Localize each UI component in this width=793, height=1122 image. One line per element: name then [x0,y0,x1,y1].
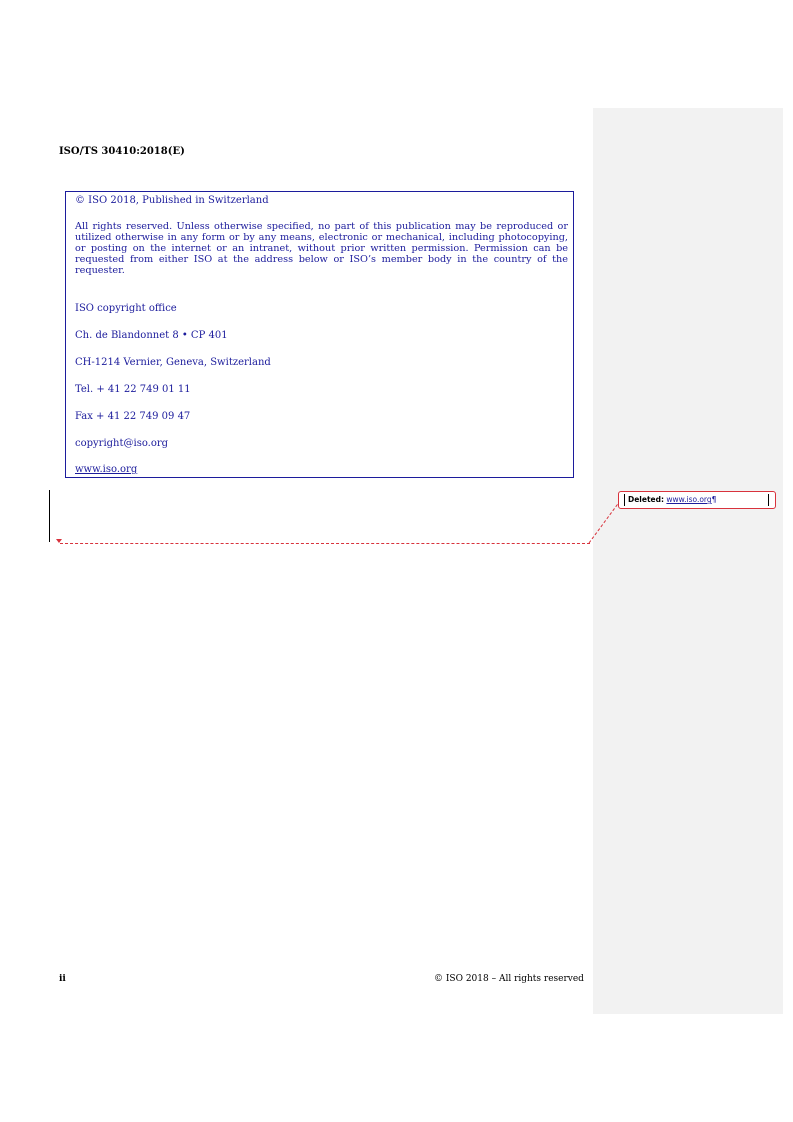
website-link[interactable]: www.iso.org [75,464,138,475]
paragraph-mark: ¶ [711,495,717,504]
deleted-label: Deleted: [628,495,665,504]
copyright-office: ISO copyright office [75,303,177,314]
markup-leader-line [60,543,590,544]
deletion-balloon[interactable] [618,491,776,509]
telephone: Tel. + 41 22 749 01 11 [75,384,191,395]
footer-page-number: ii [59,974,66,984]
copyright-box [65,191,574,478]
deletion-balloon-content [624,494,769,506]
change-bar [49,490,50,542]
fax: Fax + 41 22 749 09 47 [75,411,191,422]
footer-copyright: © ISO 2018 – All rights reserved [434,974,584,984]
markup-pane [593,108,783,1014]
email-link[interactable]: copyright@iso.org [75,438,169,449]
document-id-header: ISO/TS 30410:2018(E) [59,146,185,157]
address-line-1: Ch. de Blandonnet 8 • CP 401 [75,330,228,341]
rights-paragraph: All rights reserved. Unless otherwise specified, no part of this publication may be reproduced or utilized otherwise in any form or by any means, electronic or mechanical, including photocopying, or posting on the internet or an intranet, without prior written permission. Permission can be requested from either ISO at the address below or ISO’s member body in the country of the requester. [75,221,568,276]
address-line-2: CH-1214 Vernier, Geneva, Switzerland [75,357,271,368]
copyright-title: © ISO 2018, Published in Switzerland [75,195,269,206]
deleted-text: www.iso.org [666,495,712,504]
